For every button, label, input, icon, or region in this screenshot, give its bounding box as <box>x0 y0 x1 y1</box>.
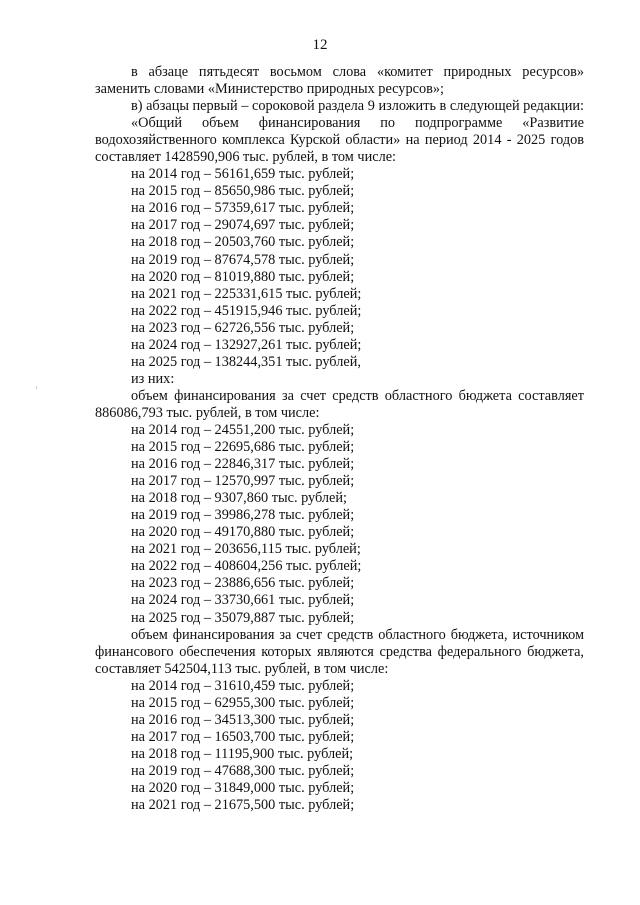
regional-year-line: на 2021 год – 203656,115 тыс. рублей; <box>131 541 361 558</box>
paragraph-amendment-2: в) абзацы первый – сороковой раздела 9 изложить в следующей редакции: <box>131 98 584 115</box>
paragraph-amendment-1: в абзаце пятьдесят восьмом слова «комитет природных ресурсов» заменить словами «Министерство природных ресурсов»; <box>95 64 584 98</box>
federal-year-line: на 2018 год – 11195,900 тыс. рублей; <box>131 745 354 762</box>
total-year-line: на 2014 год – 56161,659 тыс. рублей; <box>131 166 355 183</box>
federal-year-line: на 2020 год – 31849,000 тыс. рублей; <box>131 779 355 796</box>
regional-year-line: на 2014 год – 24551,200 тыс. рублей; <box>131 421 355 438</box>
regional-year-line: на 2022 год – 408604,256 тыс. рублей; <box>131 558 362 575</box>
document-body <box>95 64 584 814</box>
regional-year-line: на 2020 год – 49170,880 тыс. рублей; <box>131 524 355 541</box>
total-year-line: на 2023 год – 62726,556 тыс. рублей; <box>131 319 355 336</box>
margin-mark <box>36 386 37 389</box>
total-year-line: на 2015 год – 85650,986 тыс. рублей; <box>131 183 355 200</box>
of-them-label: из них: <box>131 370 175 387</box>
regional-year-line: на 2023 год – 23886,656 тыс. рублей; <box>131 575 355 592</box>
regional-year-line: на 2025 год – 35079,887 тыс. рублей; <box>131 609 355 626</box>
federal-year-line: на 2021 год – 21675,500 тыс. рублей; <box>131 797 355 814</box>
regional-year-line: на 2015 год – 22695,686 тыс. рублей; <box>131 439 355 456</box>
total-funding-list <box>95 166 584 371</box>
paragraph-federal-funding: объем финансирования за счет средств областного бюджета, источником финансового обеспечения которых являются средства федерального бюджета, составляет 542504,113 тыс. рублей, в том числе: <box>95 626 584 677</box>
total-year-line: на 2024 год – 132927,261 тыс. рублей; <box>131 336 362 353</box>
total-year-line: на 2025 год – 138244,351 тыс. рублей, <box>131 353 361 370</box>
regional-year-line: на 2016 год – 22846,317 тыс. рублей; <box>131 456 355 473</box>
federal-year-line: на 2016 год – 34513,300 тыс. рублей; <box>131 711 355 728</box>
federal-year-line: на 2014 год – 31610,459 тыс. рублей; <box>131 677 355 694</box>
federal-funding-list <box>95 678 584 814</box>
page-number: 12 <box>312 37 328 53</box>
total-year-line: на 2017 год – 29074,697 тыс. рублей; <box>131 217 355 234</box>
paragraph-total-funding: «Общий объем финансирования по подпрограмме «Развитие водохозяйственного комплекса Курской области» на период 2014 - 2025 годов составляет 1428590,906 тыс. рублей, в том числе: <box>95 115 584 166</box>
paragraph-regional-funding: объем финансирования за счет средств областного бюджета составляет 886086,793 тыс. рублей, в том числе: <box>95 387 584 421</box>
total-year-line: на 2018 год – 20503,760 тыс. рублей; <box>131 234 355 251</box>
federal-year-line: на 2015 год – 62955,300 тыс. рублей; <box>131 694 355 711</box>
regional-funding-list <box>95 422 584 627</box>
total-year-line: на 2016 год – 57359,617 тыс. рублей; <box>131 200 355 217</box>
regional-year-line: на 2017 год – 12570,997 тыс. рублей; <box>131 473 355 490</box>
total-year-line: на 2020 год – 81019,880 тыс. рублей; <box>131 268 355 285</box>
regional-year-line: на 2018 год – 9307,860 тыс. рублей; <box>131 490 348 507</box>
total-year-line: на 2019 год – 87674,578 тыс. рублей; <box>131 251 355 268</box>
total-year-line: на 2021 год – 225331,615 тыс. рублей; <box>131 285 362 302</box>
federal-year-line: на 2017 год – 16503,700 тыс. рублей; <box>131 728 355 745</box>
federal-year-line: на 2019 год – 47688,300 тыс. рублей; <box>131 762 355 779</box>
total-year-line: на 2022 год – 451915,946 тыс. рублей; <box>131 302 362 319</box>
regional-year-line: на 2024 год – 33730,661 тыс. рублей; <box>131 592 355 609</box>
regional-year-line: на 2019 год – 39986,278 тыс. рублей; <box>131 507 355 524</box>
